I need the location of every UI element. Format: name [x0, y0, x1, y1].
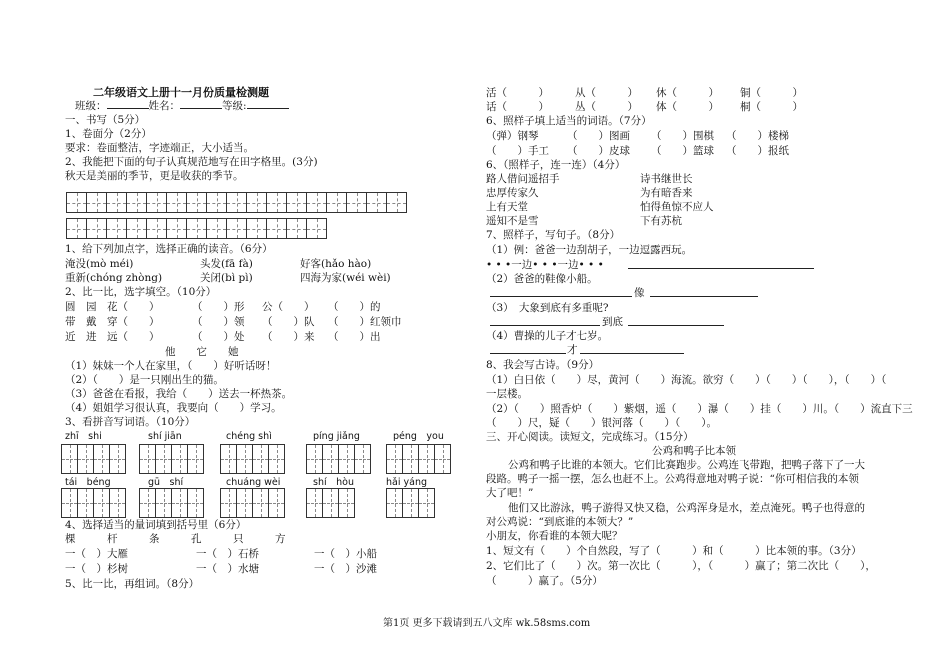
q7-example-3: （3） 大象到底有多重呢? [486, 302, 609, 314]
pron-2-3: 四海为家(wéi wèi) [300, 272, 391, 284]
pronoun-sentence-2: （2）（ ）是一只刚出生的猫。 [65, 374, 224, 386]
cmp-row-1-a: 圆 园 花（ ） [65, 301, 160, 313]
pinyin-5: péng you [393, 431, 444, 442]
q6-2-1: （ ）手工 [486, 145, 549, 157]
reading-heading: 三、开心阅读。读短文，完成练习。（15分） [486, 431, 694, 443]
q7-example-2: （2）爸爸的鞋像小船。 [486, 273, 598, 285]
pinyin-box-5[interactable] [386, 444, 450, 474]
poem-1-line-2: 一层楼。 [486, 388, 528, 400]
story-p2-line-1: 他们又比游泳，鸭子游得又快又稳，公鸡浑身是水，差点淹死。鸭子也得意的 [508, 502, 865, 514]
measure-word-options: 棵 杆 条 孔 只 方 [65, 533, 286, 545]
poem-2-line-2: （ ）尺，疑（ ）银河落（ ）（ ）。 [486, 417, 717, 429]
cmp-right-1-1: 活（ ） [486, 87, 549, 99]
q6-2-2: （ ）皮球 [567, 145, 630, 157]
q7-answer-line-2a[interactable] [490, 296, 632, 297]
pronunciation-heading: 1、给下列加点字，选择正确的读音。（6分） [65, 243, 273, 255]
mw-2-2: 一（ ）水塘 [196, 563, 259, 575]
pinyin-7: gū shí [148, 477, 184, 488]
tianzige-row-2[interactable] [66, 218, 326, 239]
cmp-row-2-b: （ ）领 [192, 316, 245, 328]
link-heading: 6、（照样子，连一连）（4分） [486, 159, 626, 171]
cmp-row-2-c: （ ）队 [262, 316, 315, 328]
cmp-right-2-4: 桐（ ） [740, 101, 803, 113]
tianzige-row-1[interactable] [66, 192, 406, 213]
link-right-1[interactable]: 诗书继世长 [640, 173, 693, 185]
q7-answer-line-3a[interactable] [490, 325, 600, 326]
q7-answer-line-2b[interactable] [650, 296, 758, 297]
q8-heading: 8、我会写古诗。（9分） [486, 359, 600, 371]
cmp-right-1-4: 铜（ ） [740, 87, 803, 99]
q7-example-1: （1）例：爸爸一边刮胡子，一边逗露西玩。 [486, 244, 693, 256]
q6-1-3: （ ）围棋 [651, 130, 714, 142]
pinyin-heading: 3、看拼音写词语。（10分） [65, 416, 196, 428]
measure-word-heading: 4、选择适当的量词填到括号里（6分） [65, 519, 247, 531]
question-1: 1、卷面分（2分） [65, 128, 152, 140]
cmp-row-1-c: 公（ ） [262, 301, 315, 313]
story-p3: 小朋友，你看谁的本领大呢？ [486, 530, 623, 542]
q6-2-3: （ ）篮球 [651, 145, 714, 157]
story-p1-line-1: 公鸡和鸭子比谁的本领大。它们比赛跑步。公鸡连飞带跑，把鸭子落下了一大 [508, 459, 865, 471]
link-left-1[interactable]: 路人借问遥招手 [486, 173, 560, 185]
pronoun-sentence-3: （3）爸爸在看报，我给（ ）送去一杯热茶。 [65, 388, 293, 400]
cmp-row-1-d: （ ）的 [328, 301, 381, 313]
cmp-right-2-3: 体（ ） [656, 101, 719, 113]
pinyin-8: chuáng wèi [226, 477, 281, 488]
q7-pattern-3: 到底 [602, 316, 623, 328]
pronoun-sentence-4: （4）姐姐学习很认真，我要向（ ）学习。 [65, 402, 282, 414]
story-title: 公鸡和鸭子比本领 [652, 445, 736, 457]
q7-example-4: （4）曹操的儿子才七岁。 [486, 330, 609, 342]
q7-answer-line-4b[interactable] [580, 353, 684, 354]
pinyin-10: hǎi yáng [386, 477, 427, 488]
q6-heading: 6、照样子填上适当的词语。（7分） [486, 115, 652, 127]
cmp-right-1-2: 从（ ） [575, 87, 638, 99]
link-right-3[interactable]: 怕得鱼惊不应人 [640, 201, 714, 213]
pron-1-3: 好客(hǎo hào) [300, 258, 372, 270]
pinyin-box-3[interactable] [220, 444, 284, 474]
pinyin-2: shí jiān [148, 431, 182, 442]
cmp-right-2-2: 丛（ ） [575, 101, 638, 113]
q6-1-2: （ ）图画 [567, 130, 630, 142]
question-1-requirement: 要求：卷面整洁，字迹端正，大小适当。 [65, 142, 254, 154]
q7-heading: 7、照样子，写句子。（8分） [486, 229, 621, 241]
question-2: 2、我能把下面的句子认真规范地写在田字格里。(3分) [65, 156, 318, 168]
page-title: 二年级语文上册十一月份质量检测题 [93, 86, 269, 99]
mw-1-1: 一（ ）大雁 [65, 548, 128, 560]
pinyin-3: chéng shì [226, 431, 272, 442]
copy-sentence: 秋天是美丽的季节，更是收获的季节。 [65, 170, 244, 182]
mw-2-3: 一（ ）沙滩 [314, 563, 377, 575]
story-p1-line-2: 段路。鸭子一摇一摆，怎么也赶不上。公鸡得意地对鸭子说：“你可相信我的本领 [486, 473, 859, 485]
q7-answer-line-3b[interactable] [628, 325, 724, 326]
pronoun-options: 他 它 她 [165, 346, 239, 358]
reading-q1: 1、短文有（ ）个自然段，写了（ ）和（ ）比本领的事。（3分） [486, 545, 862, 557]
q7-answer-line-4a[interactable] [490, 353, 566, 354]
q7-pattern-4: 才 [567, 344, 578, 356]
pinyin-box-1[interactable] [61, 444, 125, 474]
q6-1-4: （ ）楼梯 [726, 130, 789, 142]
pron-2-2: 关闭(bì pì) [200, 272, 253, 284]
cmp-row-3-c: （ ）来 [262, 331, 315, 343]
pron-1-2: 头发(fā fà) [200, 258, 253, 270]
link-left-4[interactable]: 遥知不是雪 [486, 215, 539, 227]
pinyin-box-6[interactable] [61, 488, 125, 518]
compare-heading: 2、比一比，选字填空。（10分） [65, 286, 217, 298]
cmp-row-2-d: （ ）红领巾 [328, 316, 402, 328]
section-1-heading: 一、书写（5分） [65, 114, 146, 126]
page-footer: 第1页 更多下载请到五八文库 wk.58sms.com [383, 618, 591, 629]
poem-2-line-1: （2）（ ）照香炉（ ）紫烟，遥（ ）瀑（ ）挂（ ）川。（ ）流直下三 [486, 403, 913, 415]
reading-q2-line-1: 2、它们比了（ ）次。第一次比（ ），（ ）赢了；第二次比（ ）， [486, 560, 876, 572]
poem-1-line-1: （1）白日依（ ）尽，黄河（ ）海流。欲穷（ ）（ ）（ ），（ ）（ [486, 374, 887, 386]
q6-2-4: （ ）报纸 [726, 145, 789, 157]
pinyin-box-2[interactable] [139, 444, 203, 474]
link-left-2[interactable]: 忠厚传家久 [486, 187, 539, 199]
mw-1-2: 一（ ）石桥 [196, 548, 259, 560]
pinyin-4: píng jiǎng [313, 431, 360, 442]
q7-pattern-1: • • •一边• • •一边• • • [486, 259, 604, 271]
q6-1-1: （弹）钢琴 [486, 130, 539, 142]
compare-words-heading: 5、比一比，再组词。（8分） [65, 578, 200, 590]
cmp-row-2-a: 带 戴 穿（ ） [65, 316, 160, 328]
pinyin-box-7[interactable] [139, 488, 203, 518]
q7-pattern-2: 像 [634, 287, 645, 299]
pinyin-box-4[interactable] [306, 444, 370, 474]
pinyin-9: shí hòu [313, 477, 354, 488]
cmp-row-3-b: （ ）处 [192, 331, 245, 343]
link-right-4[interactable]: 下有苏杭 [640, 215, 682, 227]
student-info: 班级： 姓名： 等级: [75, 99, 289, 113]
pinyin-box-9[interactable] [306, 488, 354, 518]
cmp-row-3-d: （ ）出 [328, 331, 381, 343]
story-p2-line-2: 对公鸡说：“到底谁的本领大？” [486, 516, 634, 528]
pron-2-1: 重新(chóng zhòng) [65, 272, 163, 284]
pinyin-6: tái béng [65, 477, 111, 488]
pinyin-1: zhī shi [65, 431, 102, 442]
link-right-2[interactable]: 为有暗香来 [640, 187, 693, 199]
cmp-right-1-3: 休（ ） [656, 87, 719, 99]
cmp-right-2-1: 话（ ） [486, 101, 549, 113]
pronoun-sentence-1: （1）妹妹一个人在家里，（ ）好听话呀！ [65, 360, 277, 372]
q7-answer-line-1[interactable] [628, 268, 814, 269]
story-p1-line-3: 大了吧！” [486, 487, 534, 499]
pinyin-box-8[interactable] [220, 488, 284, 518]
cmp-row-1-b: （ ）形 [192, 301, 245, 313]
pinyin-box-10[interactable] [386, 488, 434, 518]
reading-q2-line-2: （ ）赢了。（5分） [486, 575, 603, 587]
cmp-row-3-a: 近 进 远（ ） [65, 331, 160, 343]
mw-1-3: 一（ ）小船 [314, 548, 377, 560]
mw-2-1: 一（ ）杉树 [65, 563, 128, 575]
link-left-3[interactable]: 上有天堂 [486, 201, 528, 213]
pron-1-1: 淹没(mò méi) [65, 258, 134, 270]
